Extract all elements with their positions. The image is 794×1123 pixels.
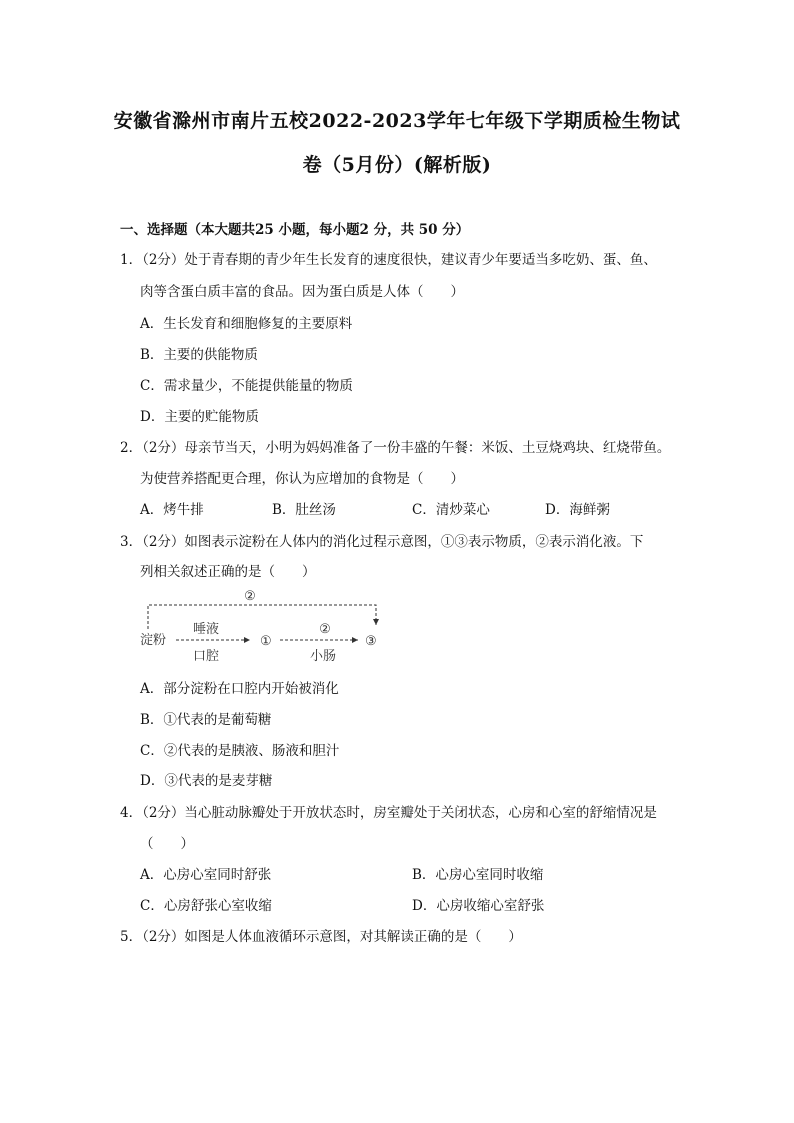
question-4-option-a: A．心房心室同时舒张 — [140, 867, 272, 883]
question-2-option-b: B．肚丝汤 — [272, 502, 336, 518]
question-1-stem-line1: 1．（2分）处于青春期的青少年生长发育的速度很快，建议青少年要适当多吃奶、蛋、鱼、 — [120, 252, 657, 268]
question-2-option-a: A．烤牛排 — [140, 502, 204, 518]
question-4-option-d: D．心房收缩心室舒张 — [412, 898, 545, 914]
question-5-stem-line1: 5．（2分）如图是人体血液循环示意图，对其解读正确的是（ ） — [120, 929, 522, 945]
question-3-option-d: D．③代表的是麦芽糖 — [140, 773, 273, 789]
question-1-stem-line2: 肉等含蛋白质丰富的食品。因为蛋白质是人体（ ） — [140, 284, 464, 300]
question-3-option-b: B．①代表的是葡萄糖 — [140, 712, 272, 728]
question-4-option-b: B．心房心室同时收缩 — [412, 867, 544, 883]
question-2-option-c: C．清炒菜心 — [412, 502, 490, 518]
section-heading: 一、选择题（本大题共25 小题，每小题2 分，共 50 分） — [120, 222, 470, 238]
question-4-stem-line1: 4．（2分）当心脏动脉瓣处于开放状态时，房室瓣处于关闭状态，心房和心室的舒缩情况是 — [120, 805, 657, 821]
question-3-option-a: A．部分淀粉在口腔内开始被消化 — [140, 681, 339, 697]
diagram-label-small-intestine: 小肠 — [309, 649, 337, 664]
question-1-option-a: A．生长发育和细胞修复的主要原料 — [140, 316, 353, 332]
diagram-label-mouth: 口腔 — [192, 649, 220, 664]
diagram-label-saliva: 唾液 — [192, 622, 220, 637]
question-3-option-c: C．②代表的是胰液、肠液和胆汁 — [140, 743, 340, 759]
diagram-top-dashed-path — [148, 605, 376, 629]
question-4-option-c: C．心房舒张心室收缩 — [140, 898, 272, 914]
page-title-line1: 安徽省滁州市南片五校2022-2023学年七年级下学期质检生物试 — [113, 110, 681, 132]
starch-digestion-diagram — [140, 585, 390, 665]
question-1-option-c: C．需求量少，不能提供能量的物质 — [140, 378, 353, 394]
question-2-stem-line1: 2．（2分）母亲节当天，小明为妈妈准备了一份丰盛的午餐：米饭、土豆烧鸡块、红烧带鱼。 — [120, 440, 671, 456]
question-1-option-b: B．主要的供能物质 — [140, 347, 258, 363]
diagram-label-starch: 淀粉 — [140, 633, 167, 648]
question-3-stem-line1: 3．（2分）如图表示淀粉在人体内的消化过程示意图，①③表示物质，②表示消化液。下 — [120, 534, 644, 550]
question-3-stem-line2: 列相关叙述正确的是（ ） — [140, 564, 316, 580]
diagram-label-1: ① — [260, 634, 272, 649]
question-1-option-d: D．主要的贮能物质 — [140, 409, 259, 425]
page-title-line2: 卷（5月份）(解析版) — [302, 154, 492, 176]
diagram-label-2-top: ② — [244, 589, 256, 604]
diagram-label-2-mid: ② — [319, 622, 331, 637]
question-2-stem-line2: 为使营养搭配更合理，你认为应增加的食物是（ ） — [140, 471, 464, 487]
question-2-option-d: D．海鲜粥 — [545, 502, 610, 518]
question-4-stem-line2: （ ） — [140, 836, 194, 852]
diagram-label-3: ③ — [365, 634, 377, 649]
